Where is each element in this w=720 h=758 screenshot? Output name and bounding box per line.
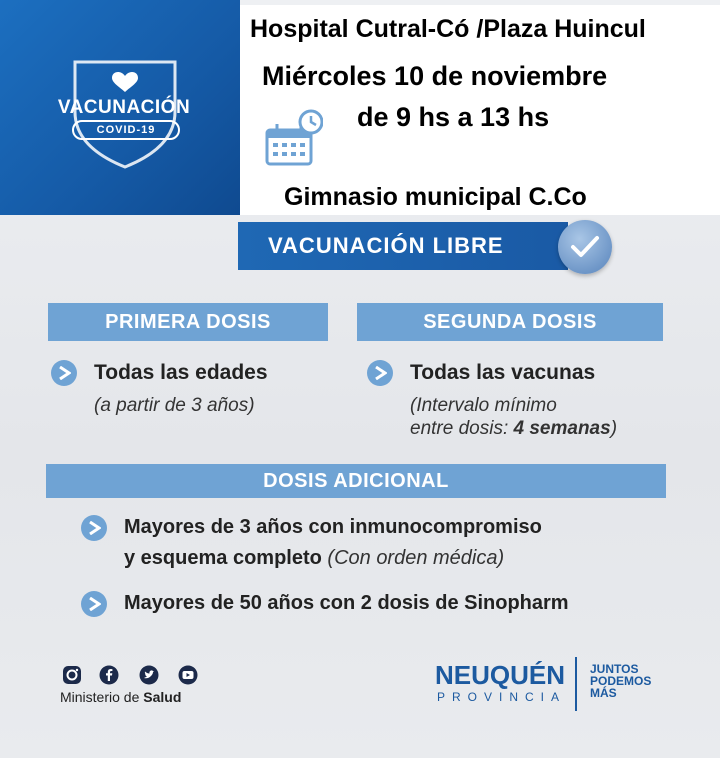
primera-main: Todas las edades bbox=[94, 361, 268, 384]
slogan bbox=[590, 663, 651, 699]
event-time: de 9 hs a 13 hs bbox=[357, 102, 550, 132]
ministerio-prefix: Ministerio de bbox=[60, 689, 144, 705]
chevron-right-icon bbox=[367, 360, 393, 386]
check-icon bbox=[558, 220, 612, 274]
slogan-line2: PODEMOS bbox=[590, 674, 652, 688]
segunda-main: Todas las vacunas bbox=[410, 361, 596, 384]
adicional-item2: Mayores de 50 años con 2 dosis de Sinopharm bbox=[124, 592, 569, 614]
event-venue: Gimnasio municipal C.Co bbox=[284, 183, 587, 211]
segunda-note-suffix: ) bbox=[610, 418, 618, 439]
slogan-line1: JUNTOS bbox=[590, 662, 639, 676]
adicional-item1-line2 bbox=[124, 547, 504, 570]
instagram-icon[interactable] bbox=[62, 665, 82, 685]
brand-logo: NEUQUÉN bbox=[435, 660, 566, 690]
segunda-note-line2 bbox=[410, 418, 617, 440]
brand-subtitle: PROVINCIA bbox=[437, 690, 567, 704]
badge-subtitle: COVID-19 bbox=[72, 120, 180, 140]
slogan-line3: MÁS bbox=[590, 686, 617, 700]
segunda-interval: 4 semanas bbox=[513, 418, 611, 439]
chevron-right-icon bbox=[81, 515, 107, 541]
dosis-adicional-header: DOSIS ADICIONAL bbox=[46, 464, 666, 498]
adicional-item1-note: (Con orden médica) bbox=[327, 547, 505, 569]
chevron-right-icon bbox=[51, 360, 77, 386]
libre-banner bbox=[238, 222, 568, 270]
adicional-item1-text: y esquema completo bbox=[124, 547, 328, 569]
ministerio-label bbox=[60, 689, 181, 705]
primera-dosis-header: PRIMERA DOSIS bbox=[48, 303, 328, 341]
primera-note: (a partir de 3 años) bbox=[94, 395, 255, 416]
calendar-clock-icon bbox=[263, 108, 323, 166]
twitter-icon[interactable] bbox=[139, 665, 159, 685]
libre-label: VACUNACIÓN LIBRE bbox=[268, 233, 504, 258]
adicional-item1-line1: Mayores de 3 años con inmunocompromiso bbox=[124, 516, 542, 538]
segunda-dosis-header: SEGUNDA DOSIS bbox=[357, 303, 663, 341]
badge-title: VACUNACIÓN bbox=[57, 97, 191, 118]
youtube-icon[interactable] bbox=[178, 665, 198, 685]
event-location: Hospital Cutral-Có /Plaza Huincul bbox=[250, 15, 646, 43]
segunda-note-prefix: entre dosis: bbox=[410, 418, 514, 439]
facebook-icon[interactable] bbox=[99, 665, 119, 685]
chevron-right-icon bbox=[81, 591, 107, 617]
segunda-note-line1: (Intervalo mínimo bbox=[410, 395, 557, 416]
ministerio-salud: Salud bbox=[143, 689, 182, 705]
footer-divider bbox=[575, 657, 577, 711]
event-date: Miércoles 10 de noviembre bbox=[262, 61, 608, 91]
